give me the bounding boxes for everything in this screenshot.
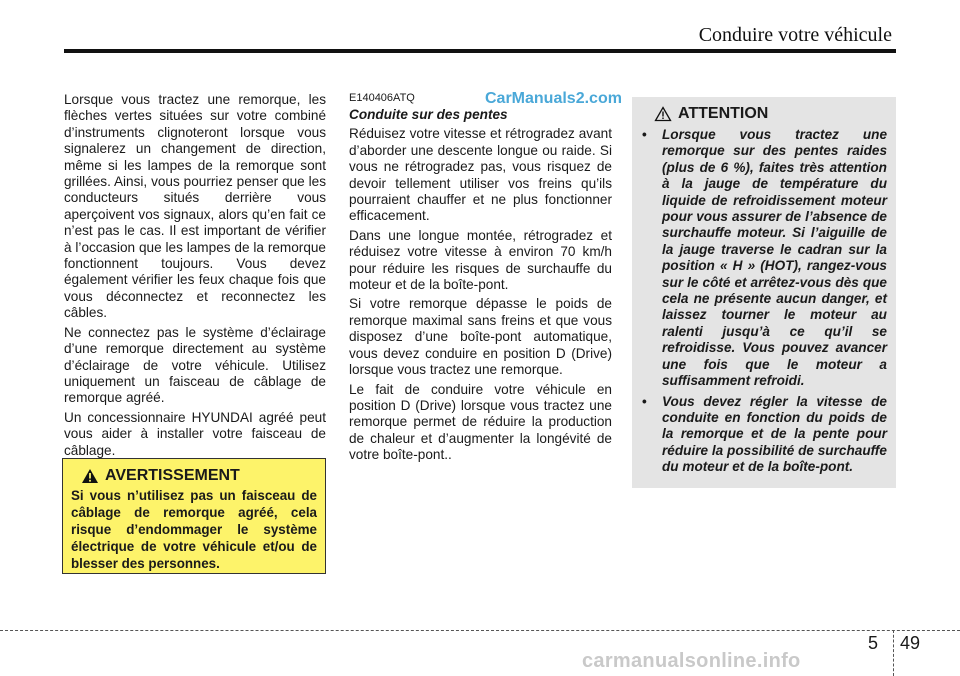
paragraph: Ne connectez pas le système d’éclairage d’une remorque directement au système d’éclairage de votre véhicule. Utilisez uniquement un faisceau de câblage de remorque agréé. [64, 324, 326, 406]
paragraph: Dans une longue montée, rétrogradez et réduisez votre vitesse à environ 70 km/h pour réduire les risques de surchauffe du moteur et de la boîte-pont. [349, 227, 612, 293]
paragraph: Le fait de conduire votre véhicule en position D (Drive) lorsque vous tractez une remorque permet de réduire la production de chaleur et d’augmenter la longévité de votre boîte-pont.. [349, 381, 612, 463]
page-number-separator [893, 630, 894, 676]
warning-heading [81, 467, 317, 485]
section-code: E140406ATQ [349, 92, 415, 104]
paragraph: Si votre remorque dépasse le poids de remorque maximal sans freins et que vous disposez d’une boîte-pont automatique, vous devez conduire en position D (Drive) lorsque vous tractez une remorque. [349, 296, 612, 378]
bullet: • [642, 127, 647, 142]
warning-text: Si vous n’utilisez pas un faisceau de câblage de remorque agréé, cela risque d’endommager le système électrique de votre véhicule et/ou de blesser des personnes. [71, 488, 317, 571]
list-item: • Vous devez régler la vitesse de conduite en fonction du poids de la remorque et de la pente pour réduire la possibilité de surchauffe du moteur et de la boîte-pont. [642, 393, 887, 475]
chapter-number: 5 [868, 633, 879, 653]
list-item: • Lorsque vous tractez une remorque sur des pentes raides (plus de 6 %), faites très attention à la jauge de température du liquide de refroidissement moteur pour vous assurer de l’absence de surchauffe moteur. Si l’aiguille de la jauge traverse le cadran sur la position « H » (HOT), rangez-vous sur le côté et arrêtez-vous dès que cela ne présente aucun danger, et laissez tourner le moteur au ralenti jusqu’à ce qu’il se refroidisse. Vous pouvez avancer une fois que le moteur a suffisamment refroidi. [642, 127, 887, 389]
footer-rule [0, 630, 960, 631]
warning-title: AVERTISSEMENT [105, 467, 240, 484]
header-rule [64, 49, 896, 53]
paragraph: Lorsque vous tractez une remorque, les flèches vertes situées sur votre combiné d’instruments clignoteront lorsque vous signalerez un changement de direction, même si les lampes de la remorque sont grillées. Ainsi, vous pourriez penser que les conducteurs situés derrière vous aperçoivent vos signaux, alors qu’en fait ce n’est pas le cas. Il est important de vérifier à l’occasion que les lampes de la remorque fonctionnent toujours. Vous devez également vérifier les feux chaque fois que vous déconnectez et reconnectez les câbles. [64, 92, 326, 321]
attention-title: ATTENTION [678, 105, 769, 122]
middle-column [349, 92, 612, 467]
section-subtitle: Conduite sur des pentes [349, 107, 508, 122]
page-header-title: Conduire votre véhicule [698, 24, 892, 46]
paragraph: Un concessionnaire HYUNDAI agréé peut vous aider à installer votre faisceau de câblage. [64, 409, 326, 458]
warning-triangle-icon [81, 468, 99, 484]
watermark-text: CarManuals2.com [485, 90, 622, 107]
left-column [64, 92, 326, 462]
attention-box [632, 97, 896, 488]
paragraph: Réduisez votre vitesse et rétrogradez avant d’aborder une descente longue ou raide. Si vous ne rétrogradez pas, vous risquez de devoir tellement utiliser vos freins qu’ils pourraient chauffer et ne plus fonctionner efficacement. [349, 126, 612, 224]
caution-triangle-icon [654, 106, 672, 122]
warning-box [62, 458, 326, 574]
page-number: 49 [900, 633, 921, 653]
footer-watermark: carmanualsonline.info [582, 650, 801, 672]
attention-list [640, 127, 887, 476]
bullet: • [642, 393, 647, 409]
attention-heading [654, 105, 887, 123]
